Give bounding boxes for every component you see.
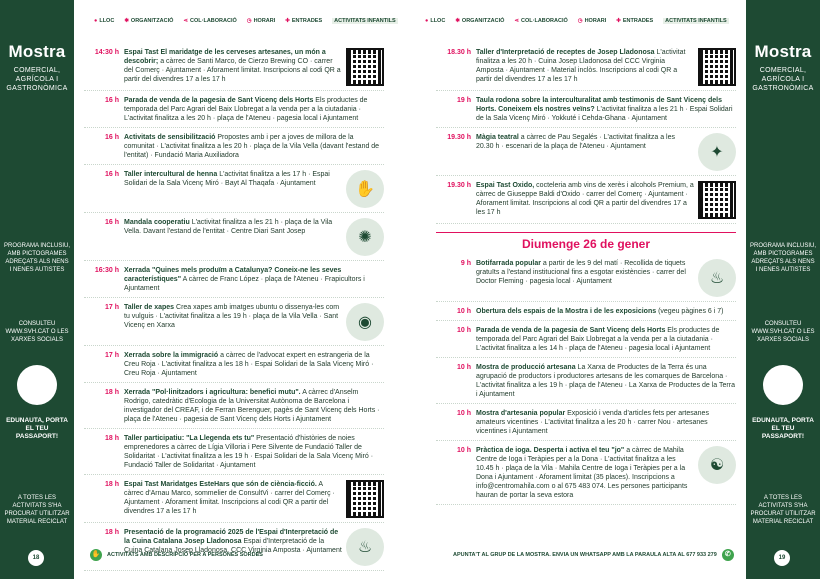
sidebar-edunauta: EDUNAUTA, PORTA EL TEU PASSAPORT! bbox=[6, 417, 68, 440]
sidebar-totes: A TOTES LES ACTIVITATS S'HA PROCURAT UTILITZAR MATERIAL RECICLAT bbox=[750, 495, 816, 525]
legend-colab: ⋖ COL·LABORACIÓ bbox=[514, 18, 568, 24]
event-description bbox=[124, 480, 342, 518]
event-row bbox=[436, 259, 736, 302]
event-row bbox=[84, 218, 384, 261]
event-title: Xerrada "Quines mels produïm a Catalunya? Coneix-ne les seves característiques" bbox=[124, 267, 342, 283]
event-title: Botifarrada popular bbox=[476, 260, 541, 267]
qr-code-icon[interactable] bbox=[698, 181, 736, 219]
event-time: 10 h bbox=[456, 364, 471, 371]
event-time: 14:30 h bbox=[94, 49, 119, 56]
event-text: A càrrec d'Arnau Marco, sommelier de ConsultVi · carrer del Comerç · Ajuntament · Aforament limitat. Inscripcions al codi QR a partir del divendres 17 a les 17 h bbox=[124, 481, 335, 515]
event-time: 19.30 h bbox=[447, 182, 471, 189]
right-events bbox=[436, 48, 736, 510]
event-row bbox=[436, 409, 736, 441]
event-text: Exposició i venda d'articles fets per artesanes amateurs vicentines · L'activitat finalitza a les 20 h · carrer Nou · artesanes vicentines i Ajuntament bbox=[476, 410, 709, 435]
event-row bbox=[436, 326, 736, 358]
event-description bbox=[124, 303, 342, 341]
sidebar-consulteu: CONSULTEU WWW.SVH.CAT O LES XARXES SOCIALS bbox=[751, 321, 815, 343]
event-title: Mostra de producció artesana bbox=[476, 364, 576, 371]
event-text: Espai d'Interpretació de la Cuina Catalana Josep Lladonosa. CCC Virginia Amposta · Ajuntament bbox=[124, 538, 342, 554]
event-title: Mandala cooperatiu bbox=[124, 219, 190, 226]
page-number: 19 bbox=[774, 550, 790, 566]
footer-left: ✋ ACTIVITATS AMB DESCRIPCIÓ PER A PERSONES SORDES bbox=[90, 549, 263, 561]
left-events bbox=[84, 48, 384, 576]
event-time: 16:30 h bbox=[94, 267, 119, 274]
event-title: Xerrada sobre la immigració bbox=[124, 352, 219, 359]
sidebar-programa: PROGRAMA INCLUSIU, AMB PICTOGRAMES ADREÇATS ALS NENS I NENES AUTISTES bbox=[750, 243, 817, 273]
event-row bbox=[84, 170, 384, 213]
event-title: Taller de xapes bbox=[124, 304, 175, 311]
page-number: 18 bbox=[28, 550, 44, 566]
grill-icon: ♨ bbox=[698, 259, 736, 297]
event-description bbox=[124, 48, 342, 86]
star-icon: ✱ bbox=[455, 18, 460, 24]
event-time: 18.30 h bbox=[447, 49, 471, 56]
event-row bbox=[436, 48, 736, 91]
event-time: 10 h bbox=[456, 308, 471, 315]
event-text: a càrrec de l'advocat expert en estrangeria de la Creu Roja · L'activitat finalitza a les 18 h · Espai Solidari de la Sala Vicenç Miró · Creu Roja · Ajuntament bbox=[124, 352, 374, 377]
event-description bbox=[124, 218, 342, 256]
event-time: 18 h bbox=[104, 481, 119, 488]
sidebar-subtitle: COMERCIAL, AGRÍCOLA I GASTRONÒMICA bbox=[6, 67, 68, 92]
clock-icon: ◷ bbox=[246, 18, 252, 24]
event-title: Parada de venda de la pagesia de Sant Vicenç dels Horts bbox=[476, 327, 666, 334]
event-title: Espai Tast Maridatges EsteHars que són de ciència-ficció. bbox=[124, 481, 317, 488]
event-time: 19 h bbox=[456, 97, 471, 104]
yoga-icon: ☯ bbox=[698, 446, 736, 484]
event-row bbox=[84, 303, 384, 346]
legend-kids: ACTIVITATS INFANTILS bbox=[334, 18, 396, 24]
event-row bbox=[436, 96, 736, 128]
ticket-icon: ✚ bbox=[285, 18, 290, 24]
event-description bbox=[124, 388, 384, 424]
chef-icon: ♨ bbox=[346, 528, 384, 566]
event-row bbox=[84, 388, 384, 429]
event-title: Mostra d'artesania popular bbox=[476, 410, 566, 417]
event-text: La Xarxa de Productes de la Terra és una agrupació de productors i productores artesans de les comarques de Barcelona · L'activitat finalitza a les 19 h · plaça de l'Ateneu · La Xarxa de Productes de la Terra i Ajuntament bbox=[476, 364, 735, 398]
qr-code-icon[interactable] bbox=[346, 48, 384, 86]
event-title: Espai Tast Oxido, bbox=[476, 182, 535, 189]
event-description bbox=[476, 326, 736, 353]
legend bbox=[94, 18, 398, 24]
event-row bbox=[84, 480, 384, 523]
right-sidebar bbox=[746, 0, 820, 579]
sunday-events bbox=[436, 259, 736, 505]
share-icon: ⋖ bbox=[514, 18, 520, 24]
event-description bbox=[476, 181, 694, 219]
legend-horari: ◷ HORARI bbox=[577, 18, 607, 24]
qr-code-icon[interactable] bbox=[698, 48, 736, 86]
event-text: L'activitat finalitza a les 17 h · Espai Solidari de la Sala Vicenç Miró · Bayt Al Thaqafa · Ajuntament bbox=[124, 171, 330, 187]
event-title: Parada de venda de la pagesia de Sant Vicenç dels Horts bbox=[124, 97, 314, 104]
event-row bbox=[84, 266, 384, 298]
footer-right: APUNTA'T AL GRUP DE LA MOSTRA. ENVIA UN WHATSAPP AMB LA PARAULA ALTA AL 677 933 279 ✆ bbox=[453, 549, 734, 561]
legend-lloc: ● LLOC bbox=[94, 18, 115, 24]
ticket-icon: ✚ bbox=[616, 18, 621, 24]
event-row bbox=[436, 446, 736, 505]
event-text: A càrrec d'Anselm Rodrigo, catedràtic d'Ecologia de la Universitat Autònoma de Barcelona i investigador del CREAF, i de Ferran Berenguer, pagès de Sant Vicenç dels Horts · plaça de l'Ateneu · pagesia de Sant Vicenç dels Horts i Ajuntament bbox=[124, 389, 380, 423]
henna-icon: ✋ bbox=[346, 170, 384, 208]
sidebar-consulteu: CONSULTEU WWW.SVH.CAT O LES XARXES SOCIALS bbox=[5, 321, 69, 343]
event-row bbox=[84, 434, 384, 475]
event-title: Espai Tast El maridatge de les cerveses artesanes, un món a descobrir; bbox=[124, 49, 326, 65]
event-description bbox=[124, 351, 384, 378]
event-description bbox=[124, 266, 384, 293]
day-heading: Diumenge 26 de gener bbox=[436, 232, 736, 251]
event-title: Presentació de la programació 2025 de l'Espai d'Interpretació de la Cuina Catalana Josep Lladonosa bbox=[124, 529, 339, 545]
event-description bbox=[124, 96, 384, 123]
event-time: 10 h bbox=[456, 447, 471, 454]
event-description bbox=[476, 307, 736, 316]
event-row bbox=[84, 96, 384, 128]
event-title: Taller d'Interpretació de receptes de Josep Lladonosa bbox=[476, 49, 655, 56]
deaf-icon: ✋ bbox=[90, 549, 102, 561]
event-time: 16 h bbox=[104, 171, 119, 178]
event-time: 16 h bbox=[104, 97, 119, 104]
event-time: 19.30 h bbox=[447, 134, 471, 141]
event-time: 18 h bbox=[104, 389, 119, 396]
event-row bbox=[84, 351, 384, 383]
saturday-events bbox=[436, 48, 736, 224]
event-time: 10 h bbox=[456, 410, 471, 417]
mandala-icon: ✺ bbox=[346, 218, 384, 256]
event-row bbox=[436, 363, 736, 404]
event-text: a càrrec de Santi Marco, de Cierzo Brewing CO · carrer del Comerç · Ajuntament · Aforament limitat. Inscripcions al codi QR a partir del divendres 17 a les 17 h bbox=[124, 58, 341, 83]
event-time: 16 h bbox=[104, 134, 119, 141]
legend-entrades: ✚ ENTRADES bbox=[616, 18, 654, 24]
event-description bbox=[476, 133, 694, 171]
event-title: Taller intercultural de henna bbox=[124, 171, 218, 178]
event-text: cocteleria amb vins de xerès i alcohols Premium, a càrrec de Giuseppe Baldi d'Oxido · carrer del Comerç · Ajuntament · Aforament limitat. Inscripcions al codi QR a partir del divendres 17 a les 17 h bbox=[476, 182, 694, 216]
legend-org: ✱ ORGANITZACIÓ bbox=[455, 18, 505, 24]
legend bbox=[425, 18, 729, 24]
edunauta-icon bbox=[763, 365, 803, 405]
event-title: Taller participatiu: "La Llegenda ets tu" bbox=[124, 435, 255, 442]
event-time: 16 h bbox=[104, 219, 119, 226]
event-text: L'activitat finalitza a les 21 h · plaça de la Vila Vella. Davant l'estand de l'entitat · Centre Diari Sant Josep bbox=[124, 219, 333, 235]
event-description bbox=[476, 446, 694, 500]
event-description bbox=[476, 48, 694, 86]
event-text: Crea xapes amb imatges ubuntu o dissenya-les com tu vulguis · L'activitat finalitza a les 19 h · plaça de la Vila Vella · Sant Vicenç en Xarxa bbox=[124, 304, 340, 329]
magician-icon: ✦ bbox=[698, 133, 736, 171]
share-icon: ⋖ bbox=[183, 18, 189, 24]
event-description bbox=[476, 259, 694, 297]
event-title: Pràctica de ioga. Desperta i activa el teu "jo" bbox=[476, 447, 625, 454]
event-text: Propostes amb i per a joves de millora de la comunitat · L'activitat finalitza a les 20 h · plaça de la Vila Vella (davant l'estand de l'entitat) · Fundació Maria Auxiliadora bbox=[124, 134, 380, 159]
event-description bbox=[476, 409, 736, 436]
event-text: Presentació d'històries de noies emprenedores a càrrec de Lígia Villoria i Pere Silvente de Fundació Taller de Solidaritat · L'activitat finalitza a les 19 h · Espai Solidari de la Sala Vicenç Miró · Fundació Taller de Solidaritat · Ajuntament bbox=[124, 435, 374, 469]
clock-icon: ◷ bbox=[577, 18, 583, 24]
legend-kids: ACTIVITATS INFANTILS bbox=[665, 18, 727, 24]
event-row bbox=[84, 133, 384, 165]
event-text: a partir de les 9 del matí · Recollida de tiquets gratuïts a l'estand institucional fins a esgotar existències · carrer del Doctor Fleming · pagesia local · Ajuntament bbox=[476, 260, 686, 285]
event-time: 18 h bbox=[104, 435, 119, 442]
event-text: (vegeu pàgines 6 i 7) bbox=[658, 308, 724, 315]
event-description bbox=[476, 96, 736, 123]
event-row bbox=[436, 307, 736, 321]
event-time: 10 h bbox=[456, 327, 471, 334]
edunauta-icon bbox=[17, 365, 57, 405]
event-text: L'activitat finalitza a les 21 h · Espai Solidari de la Sala Vicenç Miró · Yokkuté i Cehda-Ghana · Ajuntament bbox=[476, 106, 733, 122]
sidebar-title: Mostra bbox=[8, 42, 66, 61]
event-time: 17 h bbox=[104, 352, 119, 359]
pin-icon: ● bbox=[425, 18, 429, 24]
event-text: L'activitat finalitza a les 20 h · Cuina Josep Lladonosa del CCC Virginia Amposta · Ajuntament · Material inclòs. Inscripcions al codi QR a partir del divendres 17 a les 17 h bbox=[476, 49, 686, 83]
qr-code-icon[interactable] bbox=[346, 480, 384, 518]
sidebar-subtitle: COMERCIAL, AGRÍCOLA I GASTRONÒMICA bbox=[752, 67, 814, 92]
sidebar-programa: PROGRAMA INCLUSIU, AMB PICTOGRAMES ADREÇATS ALS NENS I NENES AUTISTES bbox=[4, 243, 71, 273]
star-icon: ✱ bbox=[124, 18, 129, 24]
sidebar-edunauta: EDUNAUTA, PORTA EL TEU PASSAPORT! bbox=[752, 417, 814, 440]
event-text: Els productes de temporada del Parc Agrari del Baix Llobregat a la venda per a la ciutadania · L'activitat finalitza a les 14 h · plaça de l'Ateneu · pagesia local i Ajuntament bbox=[476, 327, 720, 352]
pin-icon: ● bbox=[94, 18, 98, 24]
legend-entrades: ✚ ENTRADES bbox=[285, 18, 323, 24]
legend-horari: ◷ HORARI bbox=[246, 18, 276, 24]
event-description bbox=[124, 434, 384, 470]
event-title: Taula rodona sobre la interculturalitat amb testimonis de Sant Vicenç dels Horts. Coneixem els nostres veïns? bbox=[476, 97, 722, 113]
left-sidebar bbox=[0, 0, 74, 579]
event-text: A càrrec de Franc López · plaça de l'Ateneu · Frapicultors i Ajuntament bbox=[124, 276, 365, 292]
badge-icon: ◉ bbox=[346, 303, 384, 341]
whatsapp-icon[interactable]: ✆ bbox=[722, 549, 734, 561]
event-title: Màgia teatral bbox=[476, 134, 519, 141]
event-row bbox=[436, 133, 736, 176]
event-description bbox=[124, 170, 342, 208]
legend-org: ✱ ORGANITZACIÓ bbox=[124, 18, 174, 24]
event-text: Els productes de temporada del Parc Agrari del Baix Llobregat a la venda per a la ciutadania · L'activitat finalitza a les 20 h · plaça de l'Ateneu · pagesia local i Ajuntament bbox=[124, 97, 368, 122]
event-title: Xerrada "Pol·linitzadors i agricultura: benefici mutu". bbox=[124, 389, 301, 396]
event-row bbox=[436, 181, 736, 224]
event-description bbox=[124, 133, 384, 160]
event-time: 9 h bbox=[460, 260, 471, 267]
event-text: a càrrec de Mahila Centre de Ioga i Teràpies per a la Dona · L'activitat finalitza a les 10.45 h · plaça de la Vila · Mahila Centre de Ioga i Teràpies per a la Dona i Ajuntament · Aforament limitat (35 places). Inscripcions a info@centromahila.com o al 675 483 074. Les persones participants hauran de portar la seva estora bbox=[476, 447, 688, 499]
event-time: 18 h bbox=[104, 529, 119, 536]
event-title: Activitats de sensibilització bbox=[124, 134, 216, 141]
sidebar-title: Mostra bbox=[754, 42, 812, 61]
event-title: Obertura dels espais de la Mostra i de les exposicions bbox=[476, 308, 657, 315]
legend-colab: ⋖ COL·LABORACIÓ bbox=[183, 18, 237, 24]
sidebar-totes: A TOTES LES ACTIVITATS S'HA PROCURAT UTILITZAR MATERIAL RECICLAT bbox=[4, 495, 70, 525]
event-text: a càrrec de Pau Segalés · L'activitat finalitza a les 20.30 h · escenari de la plaça de l'Ateneu · Ajuntament bbox=[476, 134, 675, 150]
event-time: 17 h bbox=[104, 304, 119, 311]
event-description bbox=[476, 363, 736, 399]
event-row bbox=[84, 48, 384, 91]
legend-lloc: ● LLOC bbox=[425, 18, 446, 24]
